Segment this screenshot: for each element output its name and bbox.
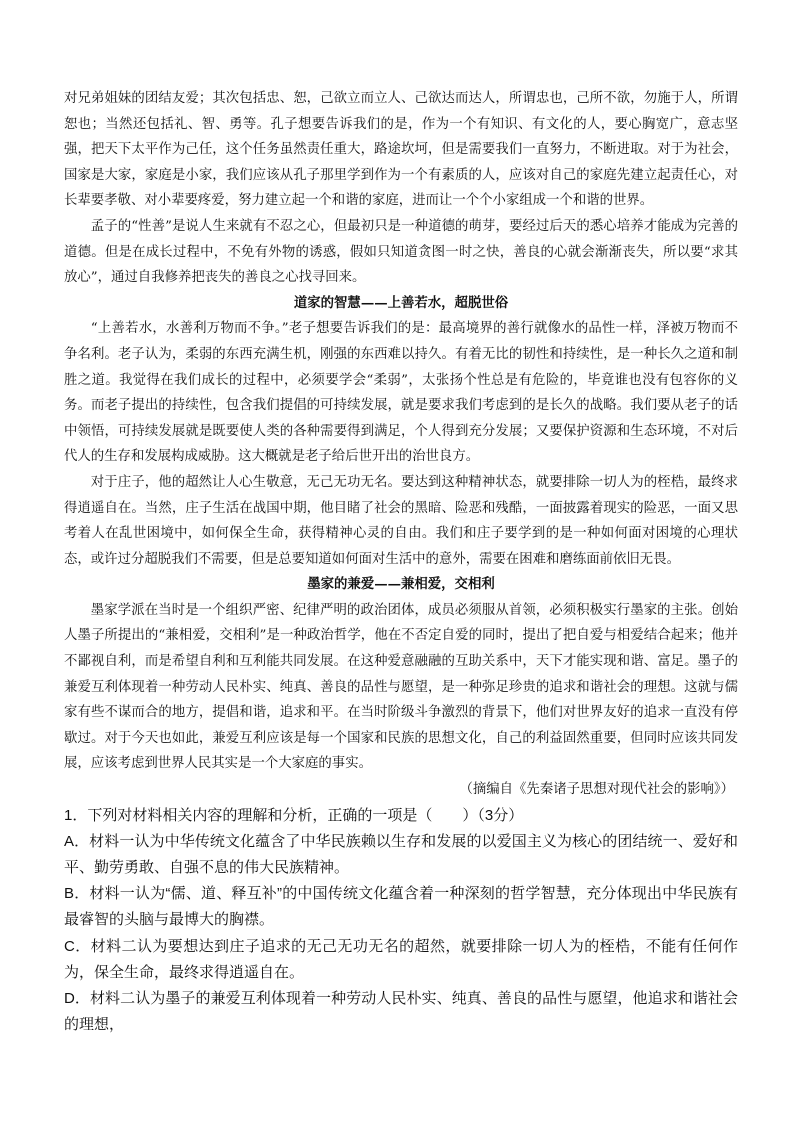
option-a[interactable]: A．材料一认为中华传统文化蕴含了中华民族赖以生存和发展的以爱国主义为核心的团结统一、爱好和平、勤劳勇敢、自强不息的伟大民族精神。 [64,832,738,877]
paragraph-confucius: 对兄弟姐妹的团结友爱；其次包括忠、恕，己欲立而立人、己欲达而达人，所谓忠也，己所不欲，勿施于人，所谓恕也；当然还包括礼、智、勇等。孔子想要告诉我们的是，作为一个有知识、有文化的人，要心胸宽广，意志坚强，把天下太平作为己任，这个任务虽然责任重大，路途坎坷，但是需要我们一直努力，不断进取。对于为社会，国家是大家，家庭是小家，我们应该从孔子那里学到作为一个有素质的人，应该对自己的家庭先建立起责任心，对长辈要孝敬、对小辈要疼爱，努力建立起一个和谐的家庭，进而让一个个小家组成一个和谐的世界。 [64,91,738,209]
paragraph-laozi: “上善若水，水善利万物而不争。”老子想要告诉我们的是：最高境界的善行就像水的品性一样，泽被万物而不争名利。老子认为，柔弱的东西充满生机，刚强的东西难以持久。有着无比的韧性和持续性，是一种长久之道和制胜之道。我觉得在我们成长的过程中，必须要学会“柔弱”，太张扬个性总是有危险的，毕竟谁也没有包容你的义务。而老子提出的持续性，包含我们提倡的可持续发展，就是要求我们考虑到的是长久的战略。我们要从老子的话中领悟，可持续发展就是既要使人类的各种需要得到满足，个人得到充分发展；又要保护资源和生态环境，不对后代人的生存和发展构成威胁。这大概就是老子给后世开出的治世良方。 [64,321,738,465]
option-d[interactable]: D．材料二认为墨子的兼爱互利体现着一种劳动人民朴实、纯真、善良的品性与愿望，他追求和谐社会的理想， [64,990,738,1034]
source-citation: （摘编自《先秦诸子思想对现代社会的影响》） [459,782,734,798]
option-c[interactable]: C．材料二认为要想达到庄子追求的无己无功无名的超然，就要排除一切人为的桎梏，不能有任何作为，保全生命，最终求得逍遥自在。 [64,937,738,981]
paragraph-mozi: 墨家学派在当时是一个组织严密、纪律严明的政治团体，成员必须服从首领，必须积极实行墨家的主张。创始人墨子所提出的“兼相爱，交相利”是一种政治哲学，他在不否定自爱的同时，提出了把自爱与相爱结合起来；他并不鄙视自利，而是希望自利和互利能共同发展。在这种爱意融融的互助关系中，天下才能实现和谐、富足。墨子的兼爱互利体现着一种劳动人民朴实、纯真、善良的品性与愿望，是一种弥足珍贵的追求和谐社会的理想。这就与儒家有些不谋而合的地方，提倡和谐，追求和平。在当时阶级斗争激烈的背景下，他们对世界友好的追求一直没有停歇过。对于今天也如此，兼爱互利应该是每一个国家和民族的思想文化，自己的利益固然重要，但同时应该共同发展，应该考虑到世界人民其实是一个大家庭的事实。 [64,602,738,772]
option-b[interactable]: B．材料一认为“儒、道、释互补”的中国传统文化蕴含着一种深刻的哲学智慧，充分体现出中华民族有最睿智的头脑与最博大的胸襟。 [64,885,738,929]
material-two-text [64,86,738,803]
section-heading-daoism: 道家的智慧——上善若水，超脱世俗 [293,294,509,311]
section-heading-mohism: 墨家的兼爱——兼相爱，交相利 [307,576,495,593]
paragraph-zhuangzi: 对于庄子，他的超然让人心生敬意，无己无功无名。要达到这种精神状态，就要排除一切人为的桎梏，最终求得逍遥自在。当然，庄子生活在战国中期，他目睹了社会的黑暗、险恶和残酷，一面披露着现实的险恶，一面又思考着人在乱世困境中，如何保全生命，获得精神心灵的自由。我们和庄子要学到的是一种如何面对困境的心理状态，或许过分超脱我们不需要，但是总要知道如何面对生活中的意外，需要在困难和磨练面前依旧无畏。 [64,474,738,567]
question-stem: 1．下列对材料相关内容的理解和分析，正确的一项是（ ）（3分） [64,806,524,824]
question-1 [64,803,738,1039]
paragraph-mencius: 孟子的“性善”是说人生来就有不忍之心，但最初只是一种道德的萌芽，要经过后天的悉心培养才能成为完善的道德。但是在成长过程中，不免有外物的诱惑，假如只知道贪图一时之快，善良的心就会渐渐丧失，所以要“求其放心”，通过自我修养把丧失的善良之心找寻回来。 [64,218,738,286]
